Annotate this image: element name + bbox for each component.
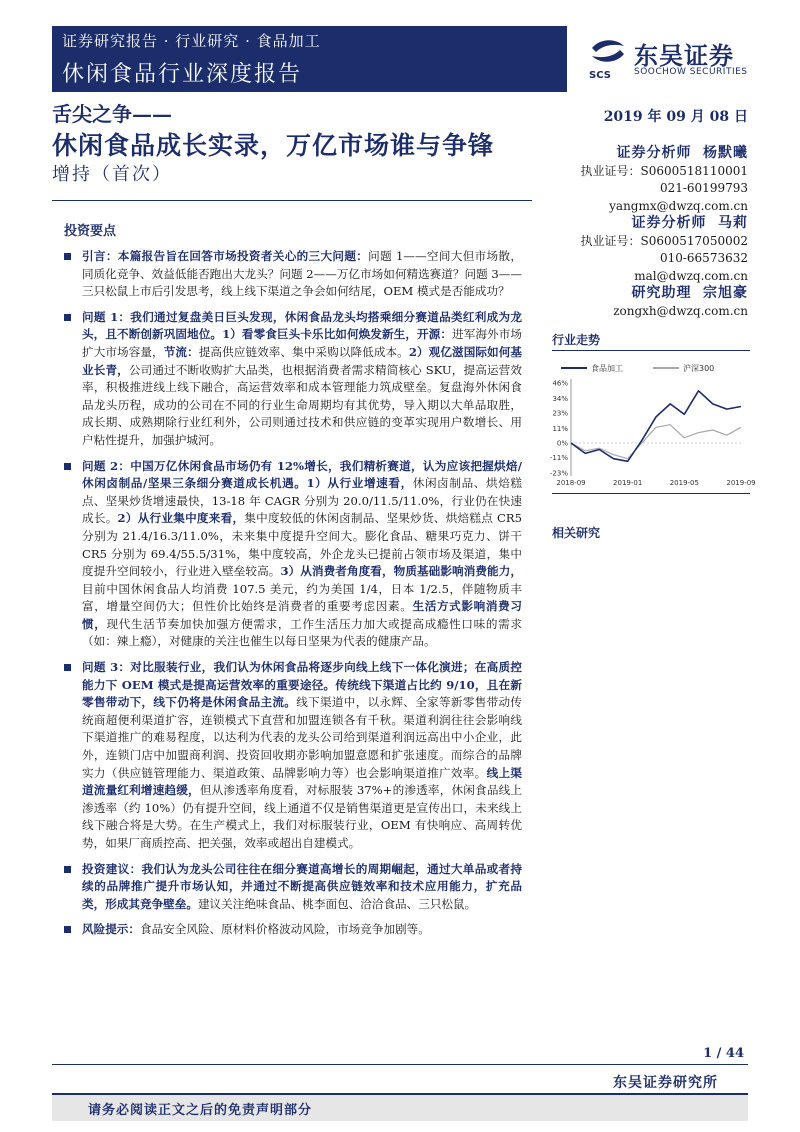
y-tick-label: 23% [552,409,568,418]
footer-divider [52,1064,748,1065]
analyst-name: 杨默曦 [703,145,748,161]
investment-highlights [62,248,522,947]
analyst-3 [508,285,748,320]
analyst-license: 执业证号：S0600518110001 [580,163,748,178]
highlight-risk: 风险提示：食品安全风险、原材料价格波动风险，市场竞争加剧等。 [62,921,522,939]
related-research-heading: 相关研究 [552,526,601,540]
rating: 增持（首次） [52,164,172,185]
y-tick-label: -11% [549,453,568,462]
highlight-investment-advice: 投资建议：我们认为龙头公司往往在细分赛道高增长的周期崛起，通过大单品或者持续的品牌推广提升市场认知，并通过不断提高供应链效率和技术应用能力，扩充品类，形成其竞争壁垒。建议关注绝味食品、桃李面包、洽洽食品、三只松鼠。 [62,861,522,914]
legend-label: 食品加工 [591,364,623,373]
analyst-role: 证券分析师 [631,215,707,231]
trend-rule-top [552,350,750,351]
highlights-heading: 投资要点 [64,224,117,239]
analyst-email[interactable]: yangmx@dwzq.com.cn [609,198,748,213]
logo-chinese-name: 东吴证券 [634,42,734,70]
bullet-square-icon [64,926,71,933]
footer-company: 东吴证券研究所 [613,1075,718,1091]
industry-trend-chart [541,355,756,490]
analyst-role: 证券分析师 [616,145,692,161]
bullet-square-icon [64,866,71,873]
report-series-title: 休闲食品行业深度报告 [62,62,303,87]
x-tick-label: 2019-01 [613,479,643,487]
page-number: 1 / 44 [703,1046,744,1061]
highlight-question-1: 问题 1：我们通过复盘美日巨头发现，休闲食品龙头均搭乘细分赛道品类红利成为龙头，且不断创新巩固地位。1）看零食巨头卡乐比如何焕发新生，开源：进军海外市场扩大市场容量，节流：提高供应链效率、集中采购以降低成本。2）观亿滋国际如何基业长青，公司通过不断收购扩大品类，也根据消费者需求精简核心 SKU，提高运营效率，积极推进线上线下融合，高运营效率和成本管理能力筑成壁垒。复盘海外休闲食品龙头历程，成功的公司在不同的行业生命周期均有其优势，导入期以大单品取胜，成长期、成熟期除行业红利外，公司则通过技术和供应链的变革实现用户数增长、用户粘性提升，加强护城河。 [62,309,522,450]
y-tick-label: -23% [549,469,568,478]
trend-heading: 行业走势 [552,333,601,347]
analyst-name: 马莉 [718,215,748,231]
trend-rule-bottom [552,493,750,494]
logo-mark-text: SCS [589,70,611,81]
analyst-phone: 010-66573632 [659,251,748,265]
y-tick-label: 11% [552,425,568,434]
highlight-question-2: 问题 2：中国万亿休闲食品市场仍有 12%增长，我们精析赛道，认为应该把握烘焙/休闲卤制品/坚果三条细分赛道成长机遇。1）从行业增速看，休闲卤制品、烘焙糕点、坚果炒货增速最快，13-18 年 CAGR 分别为 20.0/11.5/11.0%，行业仍在快速成长。2）从行业集中度来看，集中度较低的休闲卤制品、坚果炒货、烘焙糕点 CR5 分别为 21.4/16.3/11.0%，未来集中度提升空间大。膨化食品、糖果巧克力、饼干 CR5 分别为 69.4/55.5/31%，集中度较高，外企龙头已提前占领市场及渠道，集中度提升空间较小，行业进入壁垒较高。3）从消费者角度看，物质基础影响消费能力，目前中国休闲食品人均消费 107.5 美元，约为美国 1/4，日本 1/2.5，伴随物质丰富，增量空间仍大；但性价比始终是消费者的重要考虑因素。生活方式影响消费习惯，现代生活节奏加快加强方便需求，工作生活压力加大或提高成瘾性口味的需求（如：辣上瘾），对健康的关注也催生以每日坚果为代表的健康产品。 [62,458,522,652]
analyst-2 [508,215,748,285]
y-tick-label: 0% [556,439,568,448]
analyst-email[interactable]: zongxh@dwzq.com.cn [613,303,748,318]
analyst-1 [508,145,748,215]
y-tick-label: 34% [552,395,568,404]
report-subtitle: 舌尖之争—— [52,102,172,126]
x-tick-label: 2018-09 [556,479,586,487]
bullet-square-icon [64,664,71,671]
report-date: 2019 年 09 月 08 日 [603,109,748,125]
series-line-csi300 [571,425,741,459]
highlight-question-3: 问题 3：对比服装行业，我们认为休闲食品将逐步向线上线下一体化演进；在高质控能力下 OEM 模式是提高运营效率的重要途径。传统线下渠道占比约 9/10，且在新零售带动下，线下仍将是休闲食品主流。线下渠道中，以永辉、全家等新零售带动传统商超便利渠道扩容，连锁模式下直营和加盟连锁各有千秋。渠道利润往往会影响线下渠道推广的难易程度，以达利为代表的龙头公司给到渠道利润远高出中小企业，此外，连锁门店中加盟商利润、投资回收期亦影响加盟意愿和扩张速度。而综合的品牌实力（供应链管理能力、渠道政策、品牌影响力等）也会影响渠道推广效率。线上渠道流量红利增速趋缓，但从渗透率角度看，对标服装 37%+的渗透率，休闲食品线上渗透率（约 10%）仍有提升空间，线上通道不仅是销售渠道更是宣传出口，未来线上线下融合将是大势。在生产模式上，我们对标服装行业，OEM 有快响应、高周转优势，如果厂商质控高、把关强，效率或超出自建模式。 [62,659,522,853]
company-logo [586,34,748,84]
y-tick-label: 46% [552,379,568,388]
analyst-name: 宗旭豪 [703,285,748,301]
report-title: 休闲食品成长实录，万亿市场谁与争锋 [52,131,495,160]
bullet-square-icon [64,253,71,260]
x-tick-label: 2019-09 [726,479,756,487]
analyst-role: 研究助理 [631,285,692,301]
series-line-food-processing [571,391,741,462]
disclaimer-link[interactable]: 请务必阅读正文之后的免责声明部分 [88,1103,313,1118]
report-category: 证券研究报告 · 行业研究 · 食品加工 [62,32,321,50]
x-tick-label: 2019-05 [669,479,699,487]
analyst-phone: 021-60199793 [659,181,748,195]
analyst-license: 执业证号：S0600517050002 [580,233,748,248]
title-divider [52,200,532,201]
soochow-logo-icon [586,34,630,82]
analyst-email[interactable]: mal@dwzq.com.cn [634,268,748,283]
bullet-square-icon [64,463,71,470]
logo-english-name: SOOCHOW SECURITIES [634,67,748,77]
legend-label: 沪深300 [683,364,715,373]
highlight-intro: 引言：本篇报告旨在回答市场投资者关心的三大问题：问题 1——空间大但市场散，同质化竞争、效益低能否跑出大龙头？问题 2——万亿市场如何精选赛道？问题 3——三只松鼠上市后引发思考，线上线下渠道之争会如何结尾，OEM 模式是否能成功？ [62,248,522,301]
bullet-square-icon [64,314,71,321]
analyst-info [508,145,748,320]
